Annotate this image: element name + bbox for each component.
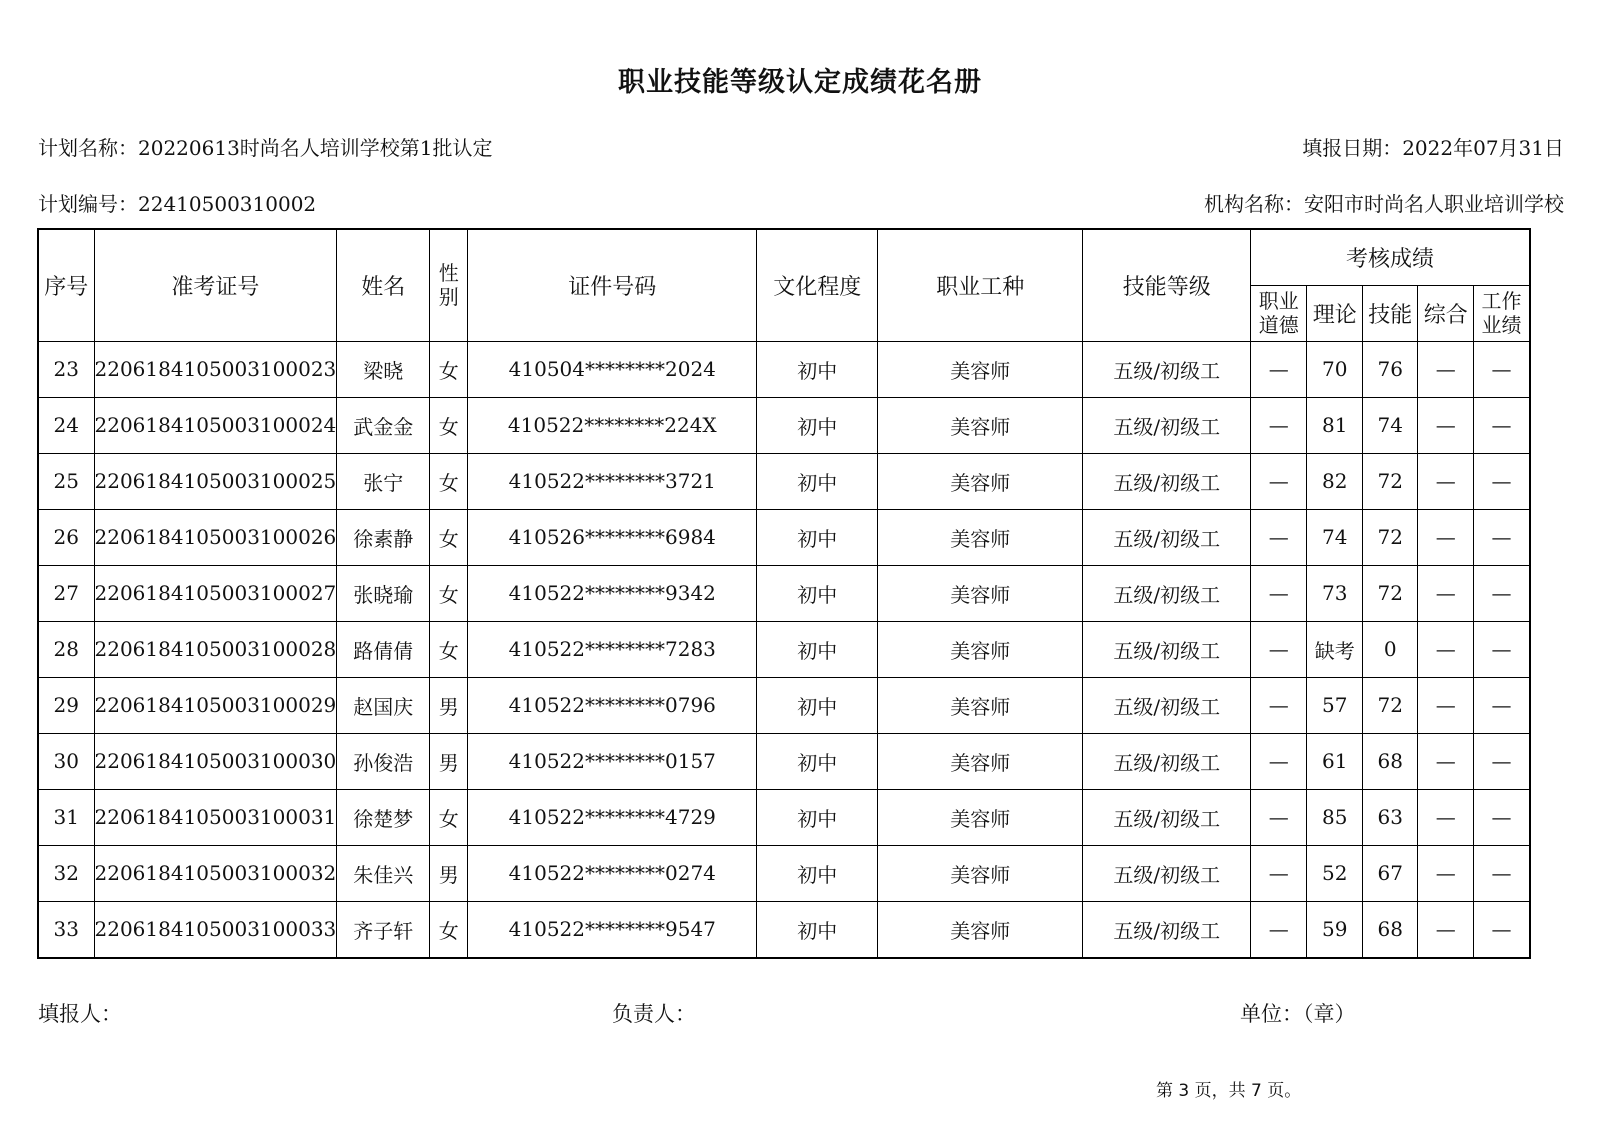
cell-skill-level: 五级/初级工 [1083, 565, 1251, 621]
cell-skill-score: 67 [1363, 845, 1418, 901]
cell-occupation: 美容师 [878, 341, 1083, 397]
cell-work-score: — [1474, 845, 1530, 901]
cell-occupation: 美容师 [878, 621, 1083, 677]
cell-work-score: — [1474, 677, 1530, 733]
cell-skill-score: 72 [1363, 565, 1418, 621]
cell-ethics-score: — [1251, 509, 1307, 565]
cell-name: 武金金 [337, 397, 430, 453]
cell-gender: 女 [430, 789, 468, 845]
cell-seq: 25 [38, 453, 94, 509]
cell-ticket-number: 2206184105003100024 [94, 397, 337, 453]
cell-ethics-score: — [1251, 453, 1307, 509]
organization-name: 机构名称：安阳市时尚名人职业培训学校 [1204, 192, 1564, 216]
cell-ethics-score: — [1251, 621, 1307, 677]
header-scores-group: 考核成绩 [1251, 229, 1530, 285]
cell-gender: 男 [430, 733, 468, 789]
header-gender: 性别 [430, 229, 468, 341]
cell-ethics-score: — [1251, 789, 1307, 845]
cell-skill-level: 五级/初级工 [1083, 453, 1251, 509]
cell-occupation: 美容师 [878, 789, 1083, 845]
cell-skill-score: 68 [1363, 733, 1418, 789]
cell-name: 齐子轩 [337, 901, 430, 958]
cell-work-score: — [1474, 565, 1530, 621]
cell-theory-score: 61 [1307, 733, 1363, 789]
document-title: 职业技能等级认定成绩花名册 [618, 67, 982, 98]
table-row [38, 397, 1530, 453]
cell-seq: 32 [38, 845, 94, 901]
cell-occupation: 美容师 [878, 509, 1083, 565]
cell-theory-score: 57 [1307, 677, 1363, 733]
cell-work-score: — [1474, 397, 1530, 453]
cell-ticket-number: 2206184105003100027 [94, 565, 337, 621]
score-roster-table [37, 228, 1531, 959]
cell-seq: 26 [38, 509, 94, 565]
cell-work-score: — [1474, 341, 1530, 397]
table-row [38, 453, 1530, 509]
cell-ticket-number: 2206184105003100029 [94, 677, 337, 733]
cell-occupation: 美容师 [878, 565, 1083, 621]
table-header-row [38, 229, 1530, 285]
cell-occupation: 美容师 [878, 453, 1083, 509]
cell-id-number: 410522********224X [468, 397, 757, 453]
table-row [38, 677, 1530, 733]
table-row [38, 789, 1530, 845]
cell-gender: 女 [430, 397, 468, 453]
cell-seq: 23 [38, 341, 94, 397]
table-row [38, 621, 1530, 677]
cell-name: 张宁 [337, 453, 430, 509]
cell-education: 初中 [757, 677, 878, 733]
responsible-label: 负责人： [612, 1002, 696, 1026]
cell-theory-score: 52 [1307, 845, 1363, 901]
header-skill-level: 技能等级 [1083, 229, 1251, 341]
cell-skill-level: 五级/初级工 [1083, 901, 1251, 958]
cell-id-number: 410522********0157 [468, 733, 757, 789]
cell-gender: 女 [430, 341, 468, 397]
cell-skill-score: 72 [1363, 677, 1418, 733]
cell-occupation: 美容师 [878, 677, 1083, 733]
cell-skill-score: 74 [1363, 397, 1418, 453]
header-overall: 综合 [1418, 285, 1474, 341]
cell-ticket-number: 2206184105003100032 [94, 845, 337, 901]
cell-work-score: — [1474, 509, 1530, 565]
cell-education: 初中 [757, 565, 878, 621]
cell-theory-score: 81 [1307, 397, 1363, 453]
header-ticket-number: 准考证号 [94, 229, 337, 341]
cell-education: 初中 [757, 845, 878, 901]
cell-skill-level: 五级/初级工 [1083, 509, 1251, 565]
cell-id-number: 410522********3721 [468, 453, 757, 509]
header-name: 姓名 [337, 229, 430, 341]
cell-occupation: 美容师 [878, 733, 1083, 789]
header-ethics: 职业道德 [1251, 285, 1307, 341]
cell-name: 路倩倩 [337, 621, 430, 677]
cell-education: 初中 [757, 789, 878, 845]
cell-name: 徐素静 [337, 509, 430, 565]
filler-label: 填报人： [38, 1002, 122, 1026]
cell-education: 初中 [757, 733, 878, 789]
header-skill: 技能 [1363, 285, 1418, 341]
header-work-performance: 工作业绩 [1474, 285, 1530, 341]
cell-skill-score: 0 [1363, 621, 1418, 677]
cell-overall-score: — [1418, 341, 1474, 397]
header-occupation: 职业工种 [878, 229, 1083, 341]
cell-id-number: 410522********4729 [468, 789, 757, 845]
header-seq: 序号 [38, 229, 94, 341]
header-theory: 理论 [1307, 285, 1363, 341]
cell-seq: 30 [38, 733, 94, 789]
cell-seq: 29 [38, 677, 94, 733]
cell-overall-score: — [1418, 901, 1474, 958]
cell-theory-score: 70 [1307, 341, 1363, 397]
table-body [38, 341, 1530, 958]
cell-overall-score: — [1418, 397, 1474, 453]
cell-ticket-number: 2206184105003100033 [94, 901, 337, 958]
cell-gender: 女 [430, 565, 468, 621]
cell-theory-score: 82 [1307, 453, 1363, 509]
cell-id-number: 410504********2024 [468, 341, 757, 397]
cell-overall-score: — [1418, 453, 1474, 509]
cell-overall-score: — [1418, 733, 1474, 789]
page-number: 第 3 页，共 7 页。 [1156, 1081, 1302, 1101]
cell-name: 孙俊浩 [337, 733, 430, 789]
cell-id-number: 410522********9547 [468, 901, 757, 958]
cell-gender: 女 [430, 621, 468, 677]
cell-ethics-score: — [1251, 845, 1307, 901]
cell-skill-level: 五级/初级工 [1083, 397, 1251, 453]
cell-name: 徐楚梦 [337, 789, 430, 845]
cell-ticket-number: 2206184105003100030 [94, 733, 337, 789]
cell-id-number: 410522********9342 [468, 565, 757, 621]
cell-skill-score: 76 [1363, 341, 1418, 397]
cell-overall-score: — [1418, 845, 1474, 901]
cell-ticket-number: 2206184105003100031 [94, 789, 337, 845]
cell-name: 朱佳兴 [337, 845, 430, 901]
cell-education: 初中 [757, 901, 878, 958]
cell-occupation: 美容师 [878, 397, 1083, 453]
cell-work-score: — [1474, 453, 1530, 509]
cell-gender: 女 [430, 901, 468, 958]
cell-ticket-number: 2206184105003100026 [94, 509, 337, 565]
cell-occupation: 美容师 [878, 901, 1083, 958]
plan-name: 计划名称：20220613时尚名人培训学校第1批认定 [38, 136, 493, 160]
cell-seq: 27 [38, 565, 94, 621]
cell-ethics-score: — [1251, 565, 1307, 621]
cell-education: 初中 [757, 621, 878, 677]
cell-work-score: — [1474, 789, 1530, 845]
unit-seal-label: 单位：（章） [1240, 1002, 1356, 1026]
cell-gender: 女 [430, 509, 468, 565]
cell-skill-level: 五级/初级工 [1083, 341, 1251, 397]
header-id-number: 证件号码 [468, 229, 757, 341]
cell-education: 初中 [757, 397, 878, 453]
cell-theory-score: 缺考 [1307, 621, 1363, 677]
cell-overall-score: — [1418, 565, 1474, 621]
cell-skill-score: 72 [1363, 453, 1418, 509]
cell-ethics-score: — [1251, 341, 1307, 397]
cell-ethics-score: — [1251, 733, 1307, 789]
cell-skill-level: 五级/初级工 [1083, 789, 1251, 845]
cell-occupation: 美容师 [878, 845, 1083, 901]
cell-id-number: 410522********7283 [468, 621, 757, 677]
cell-overall-score: — [1418, 789, 1474, 845]
cell-skill-score: 72 [1363, 509, 1418, 565]
cell-seq: 31 [38, 789, 94, 845]
table-row [38, 845, 1530, 901]
cell-gender: 女 [430, 453, 468, 509]
cell-ticket-number: 2206184105003100025 [94, 453, 337, 509]
cell-skill-level: 五级/初级工 [1083, 621, 1251, 677]
cell-ethics-score: — [1251, 397, 1307, 453]
cell-overall-score: — [1418, 677, 1474, 733]
cell-work-score: — [1474, 901, 1530, 958]
cell-id-number: 410522********0796 [468, 677, 757, 733]
cell-skill-score: 68 [1363, 901, 1418, 958]
cell-education: 初中 [757, 453, 878, 509]
cell-gender: 男 [430, 677, 468, 733]
cell-skill-level: 五级/初级工 [1083, 733, 1251, 789]
header-education: 文化程度 [757, 229, 878, 341]
cell-skill-level: 五级/初级工 [1083, 677, 1251, 733]
plan-number: 计划编号：22410500310002 [38, 192, 317, 216]
cell-skill-level: 五级/初级工 [1083, 845, 1251, 901]
cell-ticket-number: 2206184105003100028 [94, 621, 337, 677]
cell-ethics-score: — [1251, 677, 1307, 733]
cell-theory-score: 74 [1307, 509, 1363, 565]
cell-ethics-score: — [1251, 901, 1307, 958]
cell-gender: 男 [430, 845, 468, 901]
cell-id-number: 410526********6984 [468, 509, 757, 565]
table-row [38, 341, 1530, 397]
table-row [38, 565, 1530, 621]
table-row [38, 509, 1530, 565]
cell-education: 初中 [757, 509, 878, 565]
cell-skill-score: 63 [1363, 789, 1418, 845]
cell-name: 梁晓 [337, 341, 430, 397]
cell-education: 初中 [757, 341, 878, 397]
cell-ticket-number: 2206184105003100023 [94, 341, 337, 397]
cell-name: 赵国庆 [337, 677, 430, 733]
cell-seq: 24 [38, 397, 94, 453]
table-row [38, 733, 1530, 789]
cell-work-score: — [1474, 733, 1530, 789]
cell-overall-score: — [1418, 509, 1474, 565]
table-row [38, 901, 1530, 958]
cell-work-score: — [1474, 621, 1530, 677]
cell-theory-score: 85 [1307, 789, 1363, 845]
cell-id-number: 410522********0274 [468, 845, 757, 901]
cell-theory-score: 59 [1307, 901, 1363, 958]
cell-seq: 33 [38, 901, 94, 958]
cell-overall-score: — [1418, 621, 1474, 677]
cell-name: 张晓瑜 [337, 565, 430, 621]
report-date: 填报日期：2022年07月31日 [1302, 136, 1564, 160]
cell-theory-score: 73 [1307, 565, 1363, 621]
cell-seq: 28 [38, 621, 94, 677]
